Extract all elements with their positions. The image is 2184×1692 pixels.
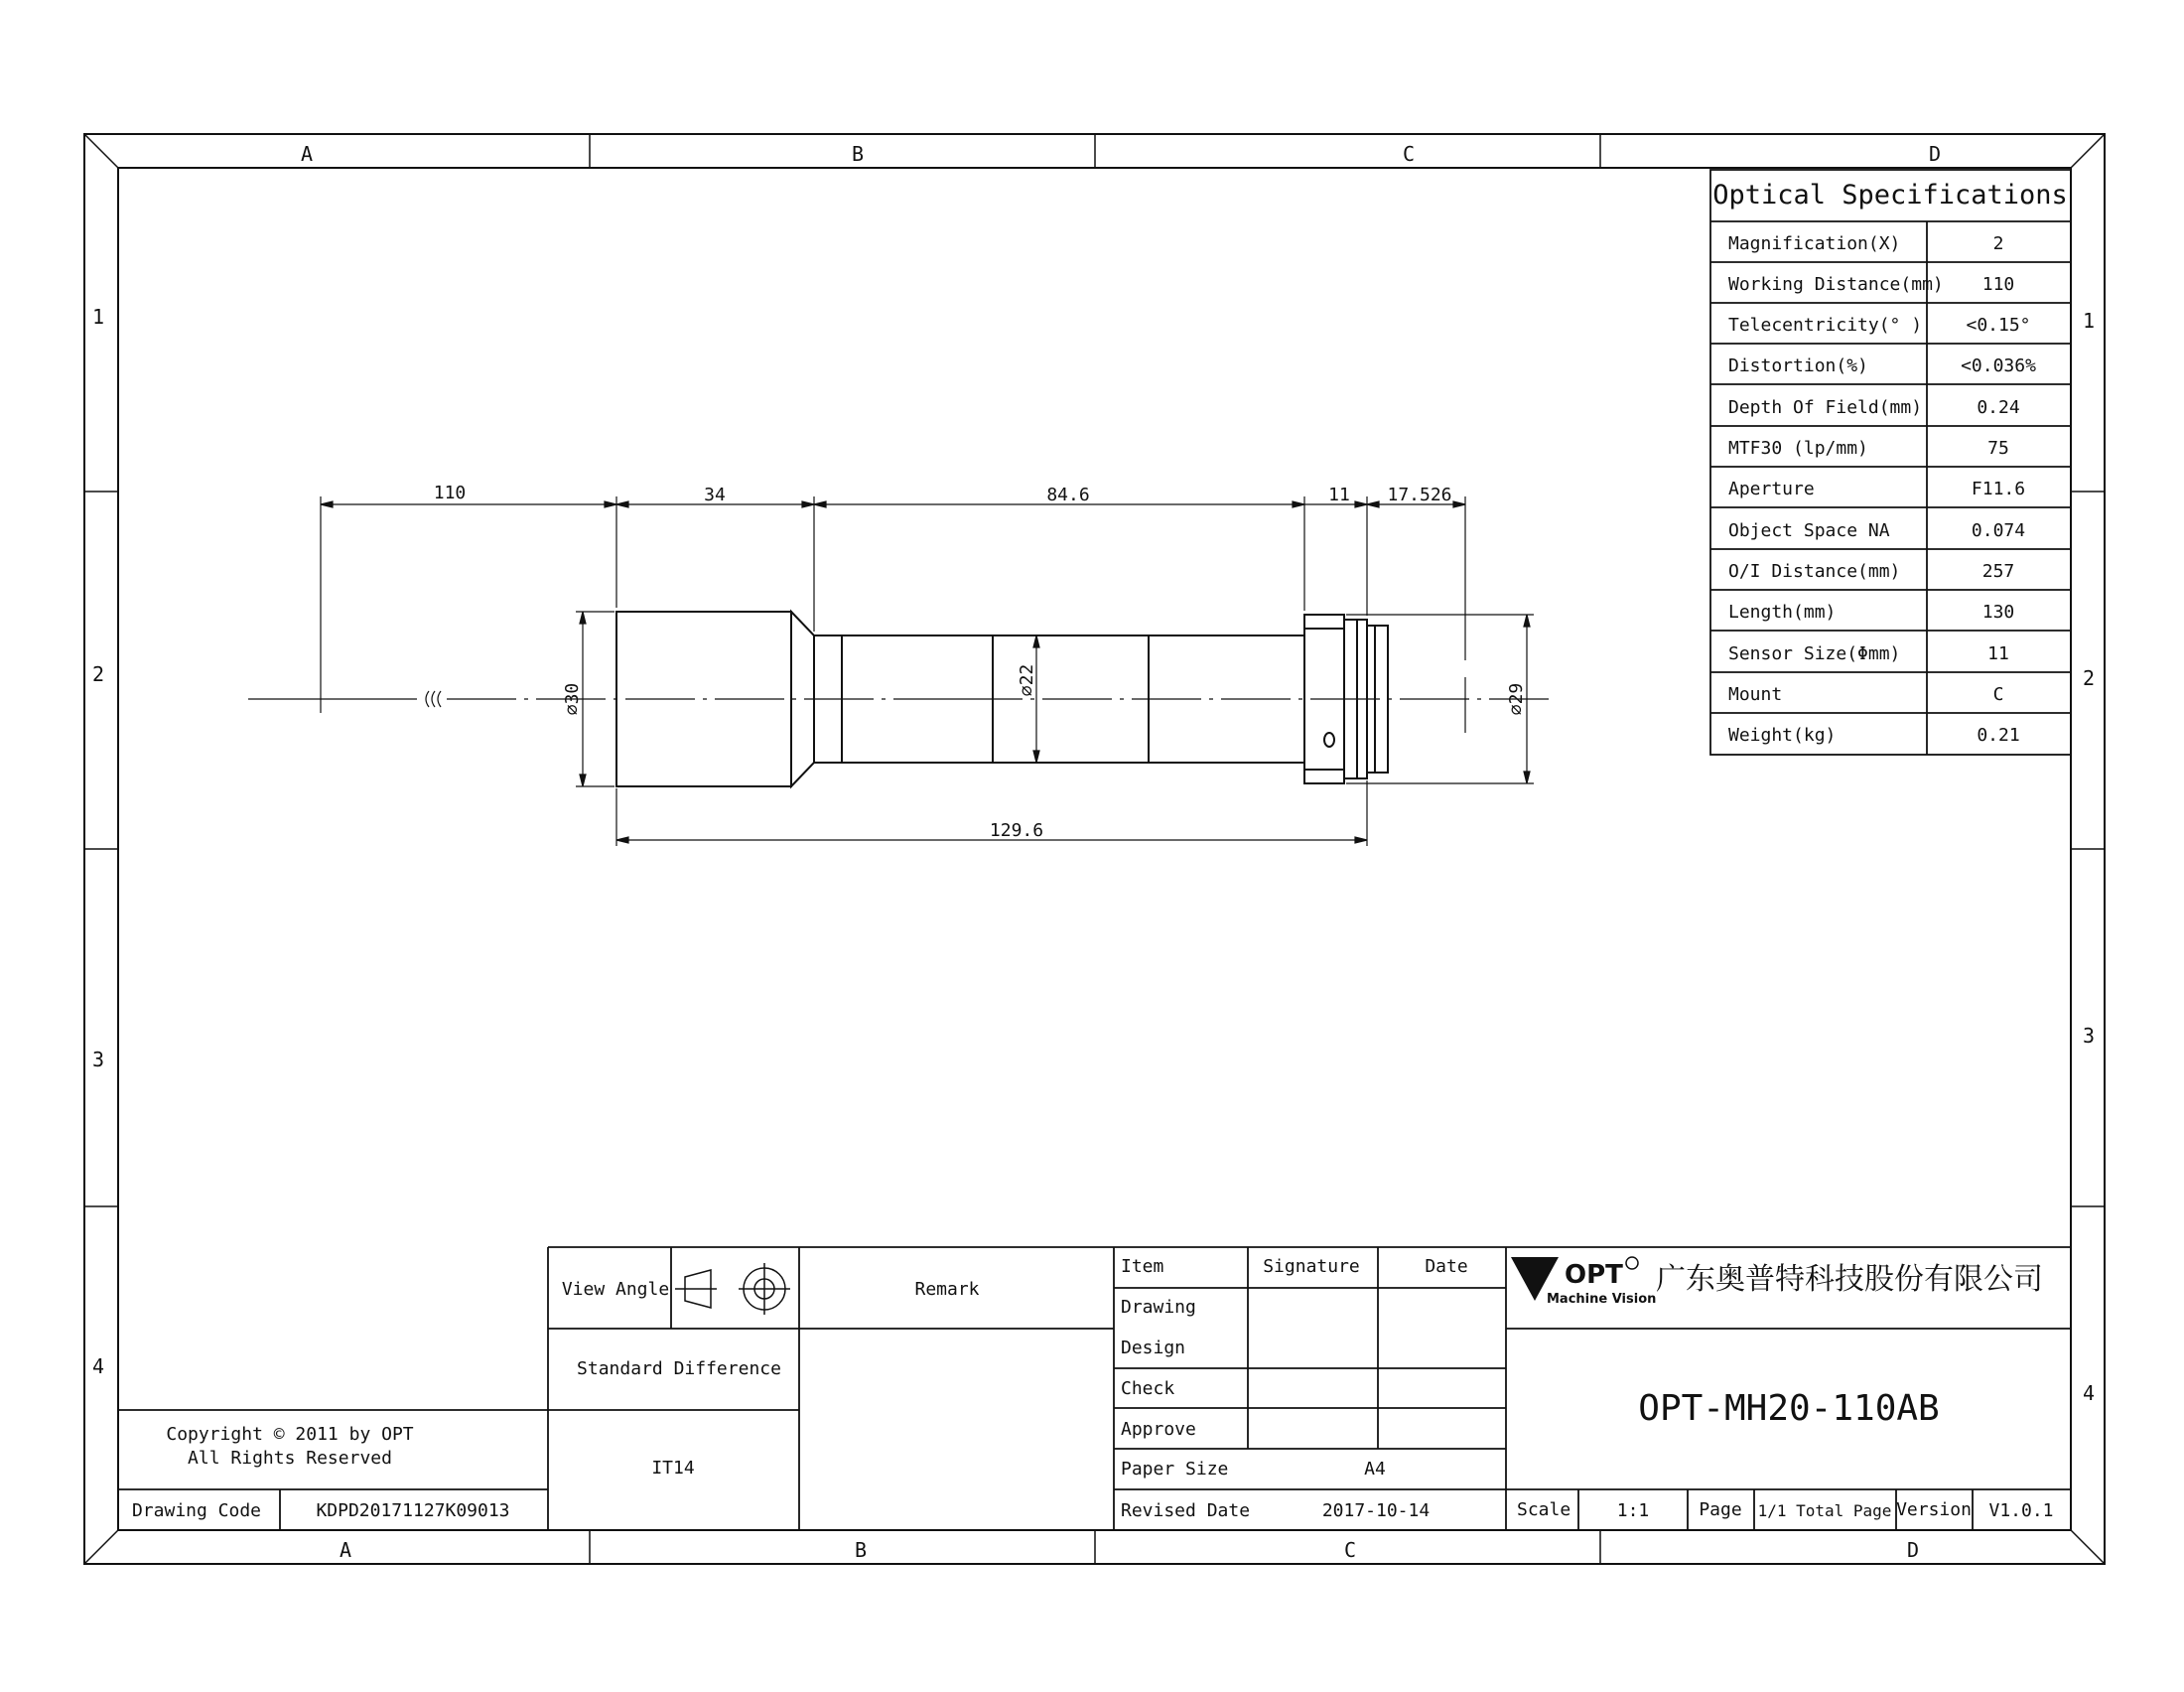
version-value: V1.0.1 — [1988, 1500, 2054, 1521]
spec-label: Weight(kg) — [1728, 725, 1837, 746]
spec-label: MTF30 (lp/mm) — [1728, 438, 1868, 459]
spec-value: 110 — [1981, 274, 2015, 295]
page-label: Page — [1699, 1499, 1742, 1520]
spec-label: Object Space NA — [1728, 520, 1890, 541]
item-header: Item — [1121, 1256, 1164, 1277]
revised-date-label: Revised Date — [1121, 1500, 1251, 1521]
registered-mark-icon — [1626, 1257, 1638, 1269]
dim-front-length: 34 — [704, 485, 726, 505]
zone-row-4-left: 4 — [91, 1354, 105, 1378]
dim-working-distance: 110 — [433, 483, 467, 503]
zone-col-c-bottom: C — [1343, 1538, 1357, 1562]
zone-col-b-top: B — [851, 142, 865, 166]
drawing-code-value: KDPD20171127K09013 — [316, 1500, 510, 1521]
drawing-row-label: Drawing — [1121, 1297, 1196, 1318]
spec-value: 0.074 — [1971, 520, 2026, 541]
spec-value: 0.21 — [1977, 725, 2020, 746]
spec-value: 2 — [1992, 233, 2004, 254]
projection-symbol-icon — [675, 1263, 790, 1315]
part-number: OPT-MH20-110AB — [1638, 1388, 1940, 1429]
dim-front-diameter: ∅30 — [562, 682, 583, 716]
logo-subtitle: Machine Vision — [1547, 1292, 1657, 1307]
frame — [84, 134, 2105, 1564]
spec-label: Distortion(%) — [1728, 355, 1868, 376]
scale-label: Scale — [1517, 1499, 1571, 1520]
dim-flange-distance: 17.526 — [1387, 485, 1452, 505]
zone-row-1-left: 1 — [91, 305, 105, 329]
zone-col-a-top: A — [300, 142, 314, 166]
spec-value: F11.6 — [1971, 479, 2026, 499]
date-header: Date — [1425, 1256, 1468, 1277]
dim-total-length: 129.6 — [989, 820, 1044, 841]
remark-label: Remark — [914, 1279, 980, 1300]
approve-row-label: Approve — [1121, 1419, 1196, 1440]
dim-body-length: 84.6 — [1046, 485, 1090, 505]
spec-label: Telecentricity(° ) — [1728, 315, 1923, 336]
company-name: 广东奥普特科技股份有限公司 — [1656, 1262, 2043, 1297]
dim-mount-length: 11 — [1328, 485, 1350, 505]
standard-difference-label: Standard Difference — [577, 1358, 781, 1379]
lens-drawing — [248, 483, 1549, 846]
spec-label: Sensor Size(Φmm) — [1728, 643, 1901, 664]
design-row-label: Design — [1121, 1338, 1186, 1358]
spec-table — [1710, 170, 2071, 755]
spec-label: Aperture — [1728, 479, 1815, 499]
zone-row-2-left: 2 — [91, 662, 105, 686]
revised-date-value: 2017-10-14 — [1321, 1500, 1431, 1521]
spec-value: 257 — [1981, 561, 2015, 582]
zone-row-4-right: 4 — [2082, 1381, 2096, 1405]
zone-col-a-bottom: A — [339, 1538, 352, 1562]
zone-row-2-right: 2 — [2082, 666, 2096, 690]
scale-value: 1:1 — [1616, 1500, 1650, 1521]
check-row-label: Check — [1121, 1378, 1175, 1399]
zone-col-d-bottom: D — [1906, 1538, 1920, 1562]
signature-header: Signature — [1263, 1256, 1360, 1277]
dim-body-diameter: ∅22 — [1017, 663, 1037, 697]
spec-label: Working Distance(mm) — [1728, 274, 1944, 295]
paper-size-label: Paper Size — [1121, 1459, 1229, 1480]
zone-col-c-top: C — [1402, 142, 1416, 166]
spec-label: Magnification(X) — [1728, 233, 1901, 254]
zone-col-b-bottom: B — [854, 1538, 868, 1562]
zone-row-3-left: 3 — [91, 1048, 105, 1071]
copyright-line-1: Copyright © 2011 by OPT — [166, 1424, 414, 1445]
dimension-lines — [321, 496, 1534, 846]
view-angle-label: View Angle — [561, 1279, 670, 1300]
page-value: 1/1 Total Page — [1757, 1501, 1892, 1520]
tolerance-value: IT14 — [651, 1458, 695, 1479]
opt-logo — [1511, 1257, 1656, 1307]
spec-table-title: Optical Specifications — [1712, 180, 2068, 211]
dim-mount-diameter: ∅29 — [1506, 682, 1527, 716]
spec-label: Mount — [1728, 684, 1783, 705]
logo-text: OPT — [1565, 1260, 1623, 1290]
drawing-code-label: Drawing Code — [131, 1500, 262, 1521]
version-label: Version — [1896, 1499, 1972, 1520]
zone-row-3-right: 3 — [2082, 1024, 2096, 1048]
spec-label: Depth Of Field(mm) — [1728, 397, 1923, 418]
spec-value: 0.24 — [1977, 397, 2020, 418]
paper-size-value: A4 — [1364, 1459, 1386, 1480]
spec-value: 75 — [1987, 438, 2009, 459]
spec-value: 130 — [1981, 602, 2015, 623]
title-block — [118, 1247, 2071, 1530]
spec-value: <0.036% — [1961, 355, 2036, 376]
centerline — [248, 691, 1549, 707]
zone-col-d-top: D — [1928, 142, 1942, 166]
copyright-line-2: All Rights Reserved — [188, 1448, 392, 1469]
spec-value: C — [1992, 684, 2004, 705]
zone-row-1-right: 1 — [2082, 309, 2096, 333]
spec-label: Length(mm) — [1728, 602, 1837, 623]
spec-value: <0.15° — [1966, 315, 2031, 336]
spec-label: O/I Distance(mm) — [1728, 561, 1901, 582]
spec-value: 11 — [1987, 643, 2009, 664]
